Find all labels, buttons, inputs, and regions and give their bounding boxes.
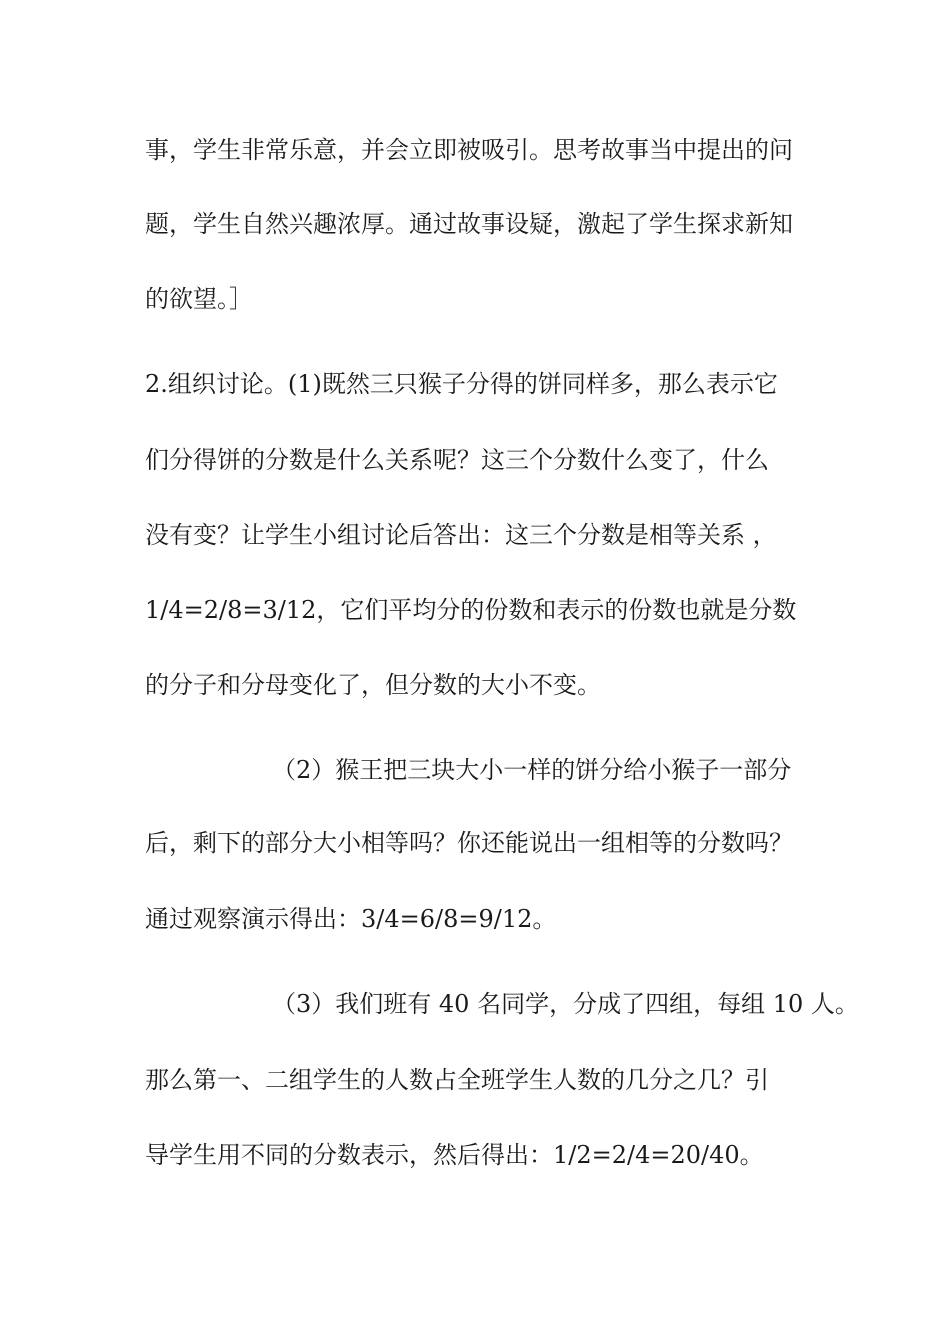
text-line-13: 那么第一、二组学生的人数占全班学生人数的几分之几？引 bbox=[145, 1066, 769, 1094]
text-line-10: 后，剩下的部分大小相等吗？你还能说出一组相等的分数吗？ bbox=[145, 829, 793, 857]
text-line-11: 通过观察演示得出：3/4=6/8=9/12。 bbox=[145, 905, 557, 933]
text-line-9: （2）猴王把三块大小一样的饼分给小猴子一部分 bbox=[272, 756, 792, 784]
text-line-12: （3）我们班有 40 名同学，分成了四组，每组 10 人。 bbox=[272, 990, 859, 1018]
text-line-5: 们分得饼的分数是什么关系呢？这三个分数什么变了，什么 bbox=[145, 446, 769, 474]
text-line-2: 题，学生自然兴趣浓厚。通过故事设疑，激起了学生探求新知 bbox=[145, 210, 793, 238]
text-line-4: 2.组织讨论。(1)既然三只猴子分得的饼同样多，那么表示它 bbox=[145, 370, 778, 398]
text-line-14: 导学生用不同的分数表示，然后得出：1/2=2/4=20/40。 bbox=[145, 1141, 764, 1169]
text-line-3: 的欲望。］ bbox=[145, 285, 253, 313]
text-line-8: 的分子和分母变化了，但分数的大小不变。 bbox=[145, 671, 601, 699]
text-line-1: 事，学生非常乐意，并会立即被吸引。思考故事当中提出的问 bbox=[145, 136, 793, 164]
text-line-6: 没有变？让学生小组讨论后答出：这三个分数是相等关系 ， bbox=[145, 521, 777, 549]
text-line-7: 1/4=2/8=3/12，它们平均分的份数和表示的份数也就是分数 bbox=[145, 596, 797, 624]
